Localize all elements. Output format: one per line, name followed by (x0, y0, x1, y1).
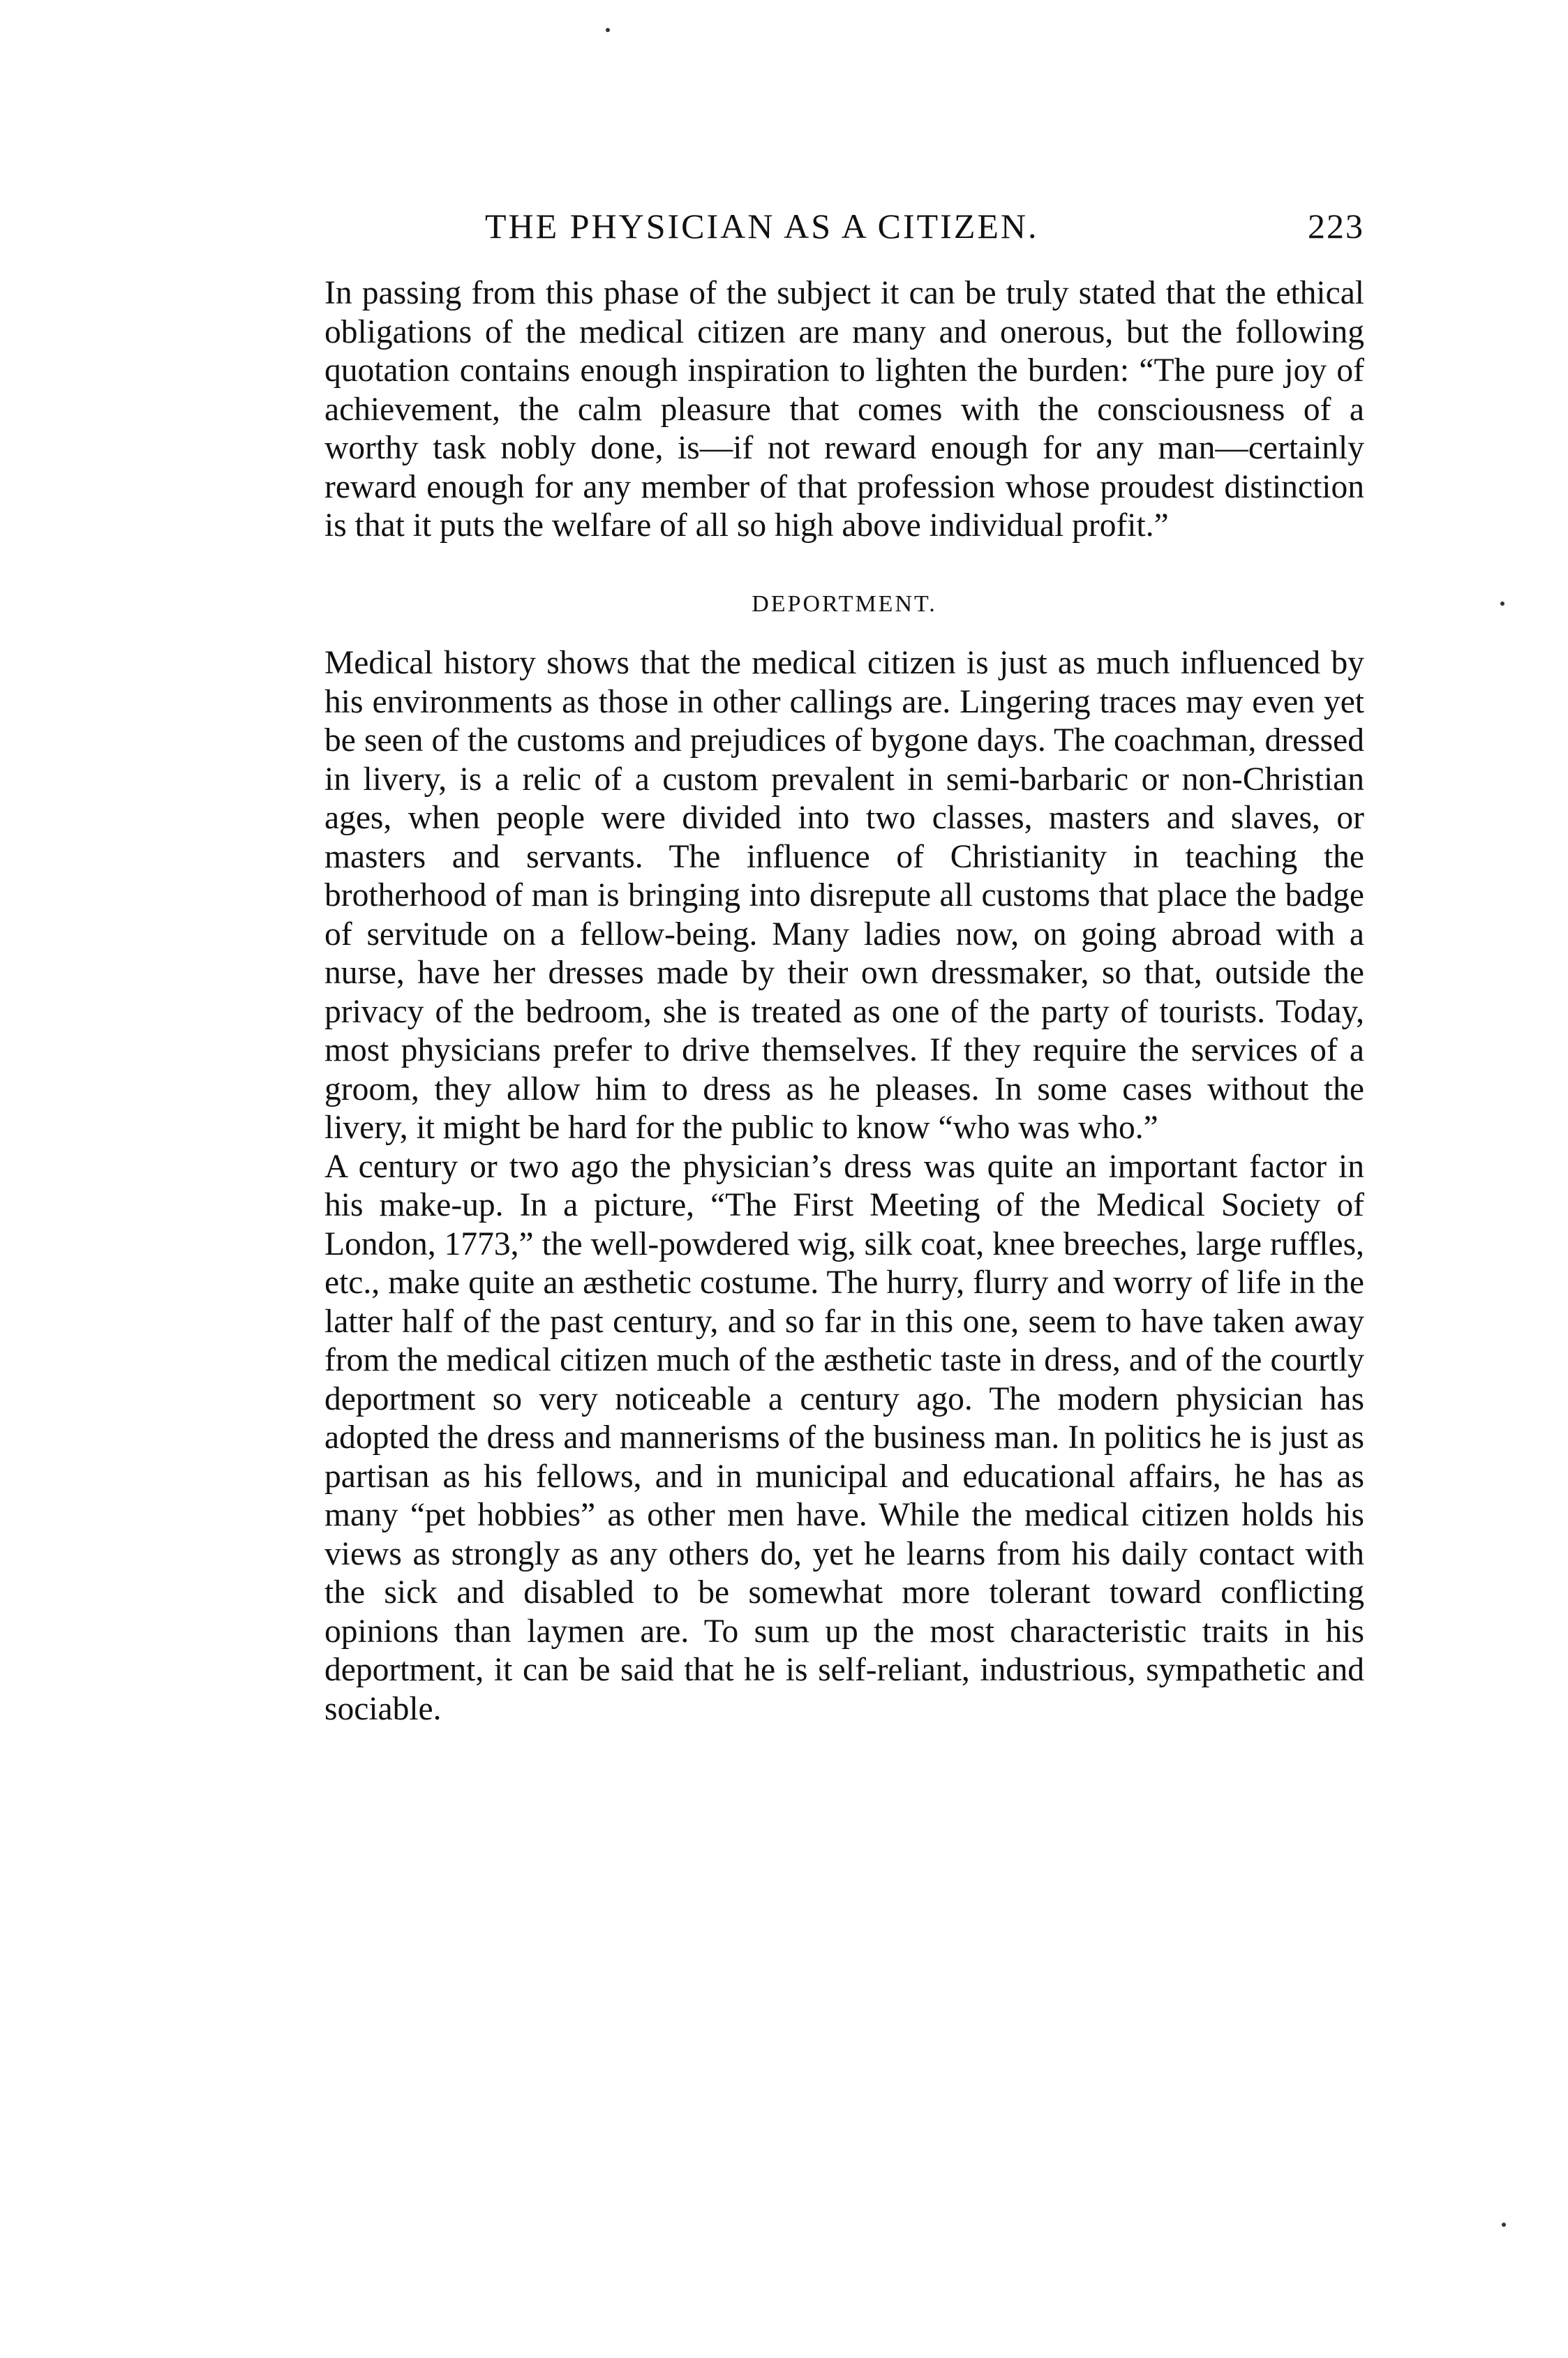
body-text (324, 274, 1364, 1729)
running-head-title: THE PHYSICIAN AS A CITIZEN. (485, 207, 1039, 246)
page-number: 223 (1308, 207, 1364, 246)
running-head (324, 206, 1364, 262)
paragraph: In passing from this phase of the subject it can be truly stated that the ethical obligations of the medical citizen are many and onerous, but the following quotation contains enough inspiration to lighten the burden: “The pure joy of achievement, the calm pleasure that comes with the consciousness of a worthy task nobly done, is—if not reward enough for any man—certainly reward enough for any member of that profession whose proudest distinction is that it puts the welfare of all so high above individual profit.” (324, 275, 1364, 544)
scan-speck (1502, 2223, 1506, 2227)
paragraph: Medical history shows that the medical citizen is just as much influenced by his environments as those in other callings are. Lingering traces may even yet be seen of the customs and prejudices of bygone days. The coachman, dressed in livery, is a relic of a custom prevalent in semi-barbaric or non-Christian ages, when people were divided into two classes, masters and slaves, or masters and servants. The influence of Christianity in teaching the brotherhood of man is bringing into disrepute all customs that place the badge of servitude on a fellow-being. Many ladies now, on going abroad with a nurse, have her dresses made by their own dressmaker, so that, outside the privacy of the bedroom, she is treated as one of the party of tourists. Today, most physicians prefer to drive themselves. If they require the services of a groom, they allow him to dress as he pleases. In some cases without the livery, it might be hard for the public to know “who was who.” (324, 645, 1364, 1146)
section-heading: DEPORTMENT. (752, 590, 937, 617)
scan-speck (606, 28, 610, 32)
book-page (324, 206, 1364, 1729)
scan-speck (1500, 602, 1504, 606)
paragraph: A century or two ago the physician’s dress was quite an important factor in his make-up. In a picture, “The First Meeting of the Medical Society of London, 1773,” the well-powdered wig, silk coat, knee breeches, large ruffles, etc., make quite an æsthetic costume. The hurry, flurry and worry of life in the latter half of the past century, and so far in this one, seem to have taken away from the medical citizen much of the æsthetic taste in dress, and of the courtly deportment so very noticeable a century ago. The modern physician has adopted the dress and mannerisms of the business man. In politics he is just as partisan as his fellows, and in municipal and educational affairs, he has as many “pet hobbies” as other men have. While the medical citizen holds his views as strongly as any others do, yet he learns from his daily contact with the sick and disabled to be somewhat more tolerant toward conflicting opinions than laymen are. To sum up the most characteristic traits in his deportment, it can be said that he is self-reliant, industrious, sympathetic and sociable. (324, 1148, 1364, 1727)
